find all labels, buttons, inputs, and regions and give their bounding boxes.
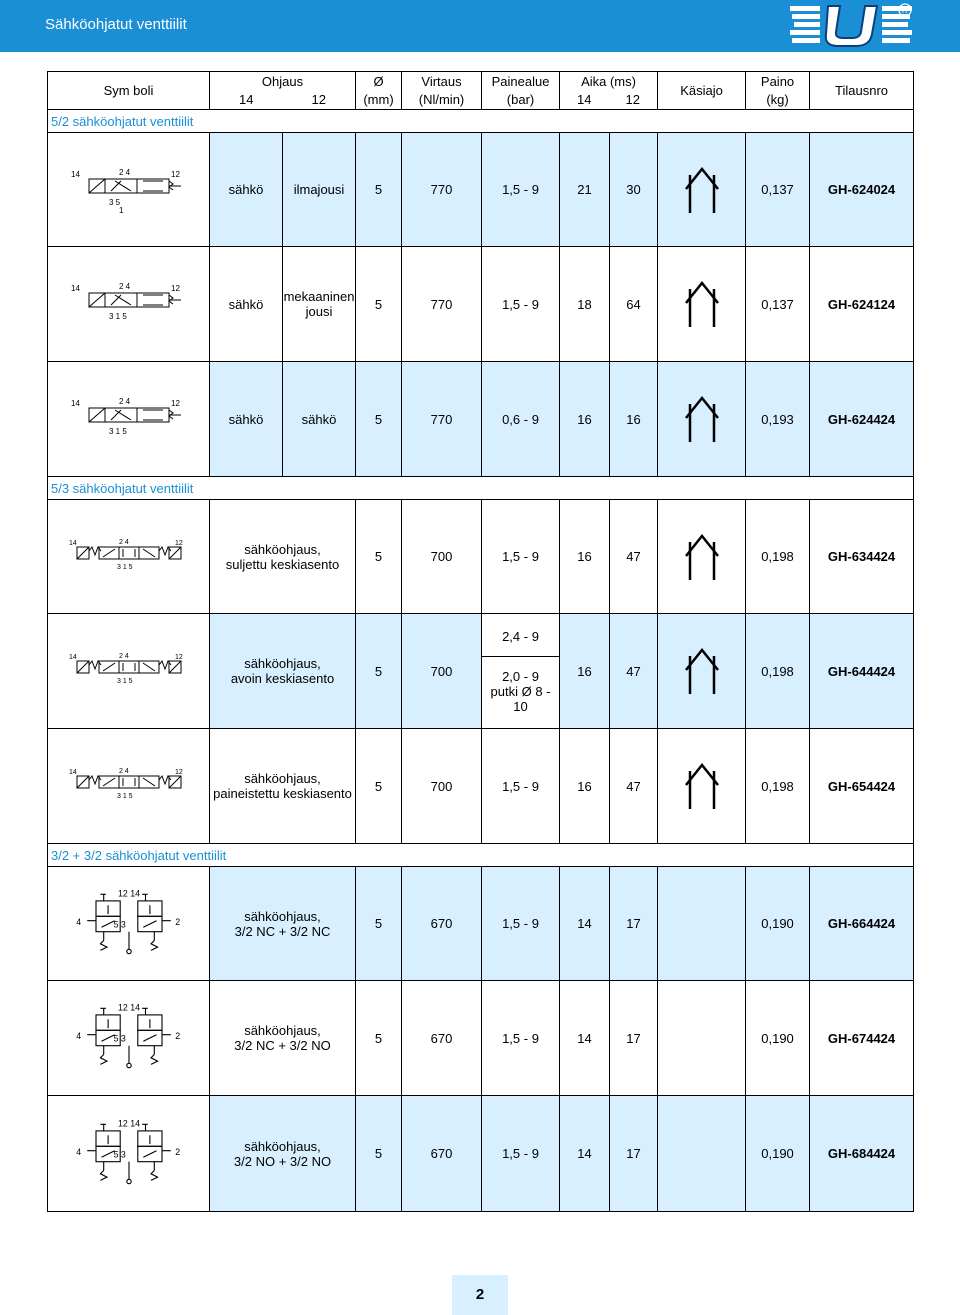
time-14-value: 16	[560, 500, 610, 614]
valve-symbol-icon	[69, 165, 189, 215]
table-row	[48, 247, 914, 362]
diameter-value: 5	[356, 729, 402, 844]
diameter-value: 5	[356, 1096, 402, 1212]
time-14-value: 14	[560, 981, 610, 1096]
diameter-value: 5	[356, 362, 402, 477]
valve-symbol-icon	[69, 766, 189, 806]
time-12-value: 17	[610, 981, 658, 1096]
order-number: GH-654424	[810, 729, 914, 844]
control-14: sähkö	[210, 247, 283, 362]
weight-value: 0,198	[746, 500, 810, 614]
ohjaus-header: Ohjaus 14 12	[210, 72, 356, 110]
table-row	[48, 867, 914, 981]
diameter-header: Ø (mm)	[356, 72, 402, 110]
time-12-value: 47	[610, 729, 658, 844]
time-12-value: 47	[610, 500, 658, 614]
manual-override-icon	[684, 279, 720, 329]
svg-text:3 1 5: 3 1 5	[116, 678, 133, 685]
svg-text:14: 14	[68, 539, 77, 547]
svg-text:4: 4	[75, 1146, 81, 1157]
table-row	[48, 729, 914, 844]
svg-text:3 1 5: 3 1 5	[108, 427, 127, 436]
pressure-value: 1,5 - 9	[482, 247, 560, 362]
valve-table	[47, 71, 914, 1212]
time-12-value: 30	[610, 133, 658, 247]
svg-text:14: 14	[68, 654, 77, 661]
valve-symbol-icon	[69, 537, 189, 577]
page-number: 2	[452, 1275, 508, 1315]
time-14-value: 16	[560, 614, 610, 729]
symbol-header: Sym boli	[48, 72, 210, 110]
section-title: 5/2 sähköohjatut venttiilit	[48, 110, 914, 133]
svg-text:3 1 5: 3 1 5	[116, 793, 133, 800]
svg-text:14: 14	[70, 284, 80, 293]
weight-value: 0,190	[746, 1096, 810, 1212]
valve-symbol-icon	[74, 998, 184, 1078]
page-title: Sähköohjatut venttiilit	[45, 16, 187, 33]
svg-text:5 3: 5 3	[113, 1033, 126, 1044]
svg-text:2 4: 2 4	[118, 282, 130, 291]
order-number: GH-634424	[810, 500, 914, 614]
order-number: GH-664424	[810, 867, 914, 981]
order-number: GH-624124	[810, 247, 914, 362]
table-row	[48, 362, 914, 477]
pressure-value: 1,5 - 9	[482, 500, 560, 614]
flow-value: 770	[402, 247, 482, 362]
flow-value: 700	[402, 729, 482, 844]
svg-text:2 4: 2 4	[118, 653, 129, 660]
control-12: ilmajousi	[283, 133, 356, 247]
svg-text:14: 14	[70, 169, 80, 179]
svg-text:12: 12	[174, 769, 183, 776]
time-12-value: 17	[610, 867, 658, 981]
control-desc: sähköohjaus, suljettu keskiasento	[210, 500, 356, 614]
flow-value: 770	[402, 362, 482, 477]
svg-text:5 3: 5 3	[113, 1148, 126, 1159]
manual-override-icon	[684, 761, 720, 811]
svg-text:12 14: 12 14	[117, 888, 140, 898]
table-row	[48, 1096, 914, 1212]
svg-text:4: 4	[75, 1031, 81, 1042]
valve-symbol-icon	[74, 884, 184, 964]
pressure-value: 1,5 - 9	[482, 133, 560, 247]
time-14-value: 16	[560, 729, 610, 844]
weight-value: 0,198	[746, 614, 810, 729]
svg-text:14: 14	[70, 399, 80, 408]
svg-text:2 4: 2 4	[118, 397, 130, 406]
svg-text:2 4: 2 4	[118, 768, 129, 775]
manual-header: Käsiajo	[658, 72, 746, 110]
flow-value: 770	[402, 133, 482, 247]
valve-symbol-icon	[69, 279, 189, 329]
diameter-value: 5	[356, 500, 402, 614]
valve-symbol-icon	[74, 1114, 184, 1194]
pressure-value: 1,5 - 9	[482, 981, 560, 1096]
order-number: GH-674424	[810, 981, 914, 1096]
pressure-value: 1,5 - 9	[482, 729, 560, 844]
manual-override-icon	[684, 646, 720, 696]
svg-text:14: 14	[68, 769, 77, 776]
weight-header: Paino (kg)	[746, 72, 810, 110]
svg-text:3 1 5: 3 1 5	[108, 312, 127, 321]
diameter-value: 5	[356, 133, 402, 247]
time-header: Aika (ms) 14 12	[560, 72, 658, 110]
flow-value: 670	[402, 981, 482, 1096]
time-14-value: 16	[560, 362, 610, 477]
pressure-value: 2,4 - 9 2,0 - 9 putki Ø 8 - 10	[482, 614, 560, 729]
weight-value: 0,190	[746, 867, 810, 981]
svg-text:12: 12	[170, 169, 180, 179]
pressure-value: 1,5 - 9	[482, 1096, 560, 1212]
svg-text:12 14: 12 14	[117, 1118, 140, 1128]
manual-empty	[658, 981, 746, 1096]
diameter-value: 5	[356, 867, 402, 981]
time-12-value: 47	[610, 614, 658, 729]
pressure-value: 0,6 - 9	[482, 362, 560, 477]
order-number: GH-684424	[810, 1096, 914, 1212]
time-14-value: 18	[560, 247, 610, 362]
diameter-value: 5	[356, 614, 402, 729]
manual-override-icon	[684, 532, 720, 582]
brand-logo-icon	[788, 2, 914, 50]
svg-text:2: 2	[174, 1146, 180, 1157]
control-desc: sähköohjaus, paineistettu keskiasento	[210, 729, 356, 844]
svg-text:2 4: 2 4	[118, 167, 130, 177]
time-12-value: 64	[610, 247, 658, 362]
pressure-header: Painealue (bar)	[482, 72, 560, 110]
control-12: sähkö	[283, 362, 356, 477]
weight-value: 0,137	[746, 247, 810, 362]
svg-text:3 5: 3 5	[108, 197, 120, 207]
svg-text:12: 12	[170, 284, 180, 293]
time-14-value: 14	[560, 867, 610, 981]
manual-override-icon	[684, 165, 720, 215]
control-14: sähkö	[210, 362, 283, 477]
svg-text:12 14: 12 14	[117, 1002, 140, 1013]
svg-text:1: 1	[118, 205, 123, 215]
pressure-value: 1,5 - 9	[482, 867, 560, 981]
svg-text:2: 2	[174, 916, 180, 927]
weight-value: 0,198	[746, 729, 810, 844]
diameter-value: 5	[356, 981, 402, 1096]
control-12: mekaaninen jousi	[283, 247, 356, 362]
flow-value: 700	[402, 614, 482, 729]
weight-value: 0,193	[746, 362, 810, 477]
order-number: GH-624024	[810, 133, 914, 247]
top-banner	[0, 0, 960, 52]
valve-symbol-icon	[69, 394, 189, 444]
manual-override-icon	[684, 394, 720, 444]
svg-text:5 3: 5 3	[113, 918, 126, 929]
svg-text:4: 4	[75, 916, 81, 927]
flow-value: 670	[402, 1096, 482, 1212]
time-12-value: 17	[610, 1096, 658, 1212]
order-number: GH-644424	[810, 614, 914, 729]
order-header: Tilausnro	[810, 72, 914, 110]
table-row	[48, 981, 914, 1096]
control-desc: sähköohjaus, 3/2 NC + 3/2 NC	[210, 867, 356, 981]
flow-value: 700	[402, 500, 482, 614]
svg-text:12: 12	[174, 539, 183, 547]
time-14-value: 21	[560, 133, 610, 247]
valve-symbol-icon	[69, 651, 189, 691]
manual-empty	[658, 867, 746, 981]
table-row	[48, 500, 914, 614]
svg-text:2: 2	[174, 1031, 180, 1042]
section-title: 3/2 + 3/2 sähköohjatut venttiilit	[48, 844, 914, 867]
control-desc: sähköohjaus, avoin keskiasento	[210, 614, 356, 729]
flow-value: 670	[402, 867, 482, 981]
control-desc: sähköohjaus, 3/2 NC + 3/2 NO	[210, 981, 356, 1096]
order-number: GH-624424	[810, 362, 914, 477]
time-14-value: 14	[560, 1096, 610, 1212]
table-row	[48, 614, 914, 729]
section-title: 5/3 sähköohjatut venttiilit	[48, 477, 914, 500]
svg-text:12: 12	[174, 654, 183, 661]
svg-text:3 1 5: 3 1 5	[116, 563, 133, 571]
table-row	[48, 133, 914, 247]
weight-value: 0,190	[746, 981, 810, 1096]
flow-header: Virtaus (Nl/min)	[402, 72, 482, 110]
svg-text:2 4: 2 4	[118, 538, 129, 546]
diameter-value: 5	[356, 247, 402, 362]
svg-text:12: 12	[170, 399, 180, 408]
control-14: sähkö	[210, 133, 283, 247]
manual-empty	[658, 1096, 746, 1212]
svg-text:R: R	[902, 6, 908, 15]
control-desc: sähköohjaus, 3/2 NO + 3/2 NO	[210, 1096, 356, 1212]
weight-value: 0,137	[746, 133, 810, 247]
time-12-value: 16	[610, 362, 658, 477]
